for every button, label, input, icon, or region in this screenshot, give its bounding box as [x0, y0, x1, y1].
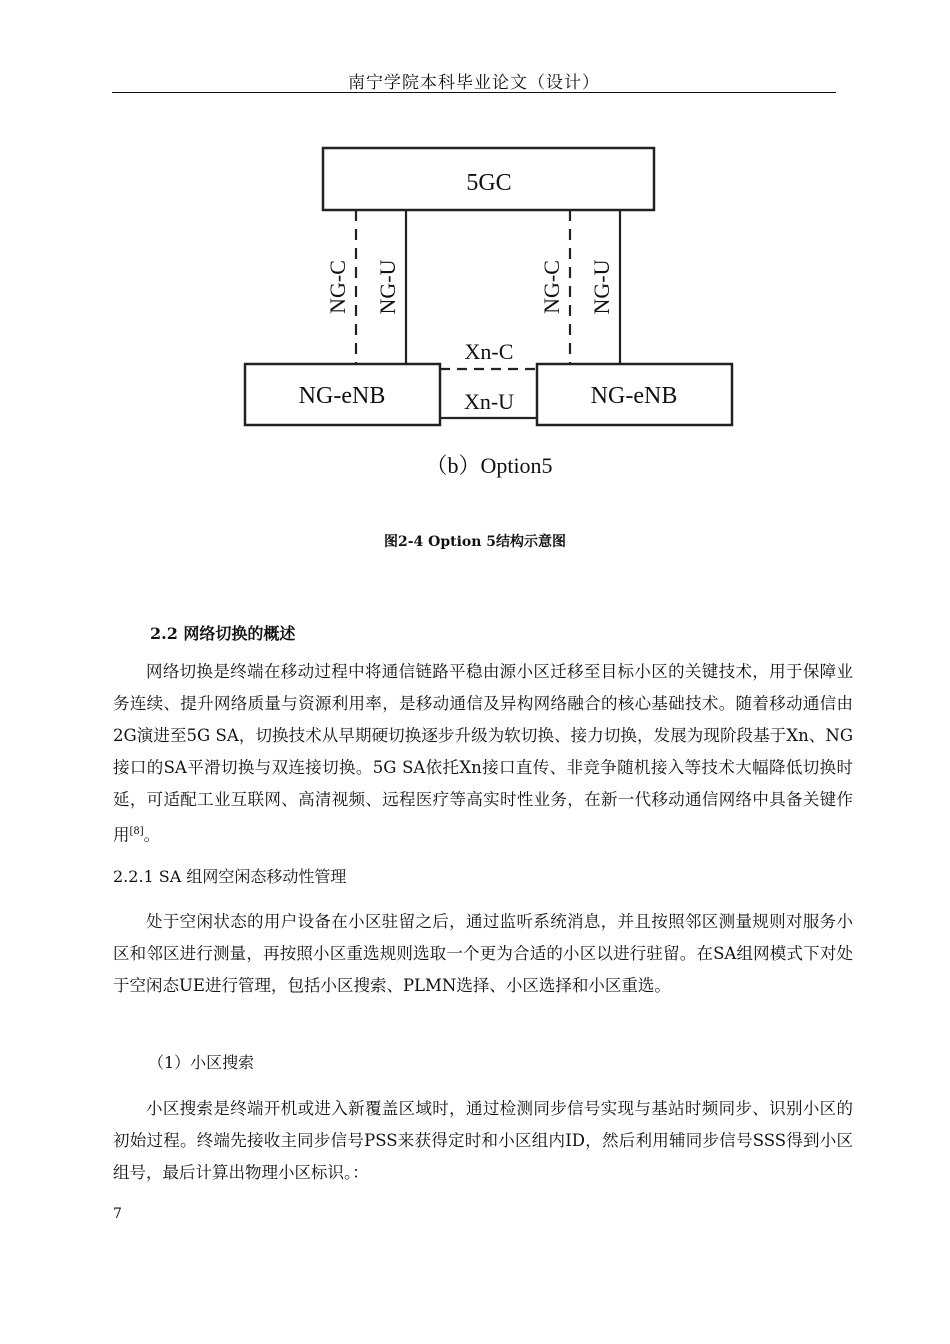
page-header-title: 南宁学院本科毕业论文（设计）: [348, 73, 600, 93]
figure-caption: 图2-4 Option 5结构示意图: [383, 534, 567, 550]
paragraph-intro: [113, 656, 853, 852]
paragraph-intro-end: 。: [143, 825, 161, 845]
paragraph-intro-text: 网络切换是终端在移动过程中将通信链路平稳由源小区迁移至目标小区的关键技术，用于保障业务连续、提升网络质量与资源利用率，是移动通信及异构网络融合的核心基础技术。随着移动通信由2G演进至5G SA，切换技术从早期硬切换逐步升级为软切换、接力切换，发展为现阶段基于Xn、NG接口的SA平滑切换与双连接切换。5G SA依托Xn接口直传、非竞争随机接入等技术大幅降低切换时延，可适配工业互联网、高清视频、远程医疗等高实时性业务，在新一代移动通信网络中具备关键作用: [113, 662, 853, 845]
page-number: 7: [113, 1206, 122, 1222]
right-ng-enb-label: NG-eNB: [590, 383, 678, 409]
list-item-cell-search: （1）小区搜索: [148, 1053, 255, 1072]
citation-ref[interactable]: [8]: [129, 826, 144, 837]
subsection-heading: 2.2.1 SA 组网空闲态移动性管理: [113, 867, 347, 886]
figure-sublabel: （b）Option5: [425, 453, 553, 478]
paragraph-idle-mode: 处于空闲状态的用户设备在小区驻留之后，通过监听系统消息，并且按照邻区测量规则对服务小区和邻区进行测量，再按照小区重选规则选取一个更为合适的小区以进行驻留。在SA组网模式下对处于空闲态UE进行管理，包括小区搜索、PLMN选择、小区选择和小区重选。: [113, 912, 853, 995]
right-ng-c-label: NG-C: [539, 260, 564, 314]
left-ng-enb-label: NG-eNB: [298, 383, 386, 409]
left-ng-c-label: NG-C: [325, 260, 350, 314]
option5-diagram: [0, 0, 950, 500]
core-5gc-label: 5GC: [466, 170, 512, 196]
left-ng-u-label: NG-U: [375, 259, 400, 315]
section-heading: 2.2 网络切换的概述: [150, 624, 296, 643]
xn-c-label: Xn-C: [464, 339, 514, 364]
paragraph-cell-search: 小区搜索是终端开机或进入新覆盖区域时，通过检测同步信号实现与基站时频同步、识别小区的初始过程。终端先接收主同步信号PSS来获得定时和小区组内ID，然后利用辅同步信号SSS得到小区组号，最后计算出物理小区标识。：: [113, 1099, 853, 1182]
right-ng-u-label: NG-U: [589, 259, 614, 315]
xn-u-label: Xn-U: [463, 389, 515, 414]
